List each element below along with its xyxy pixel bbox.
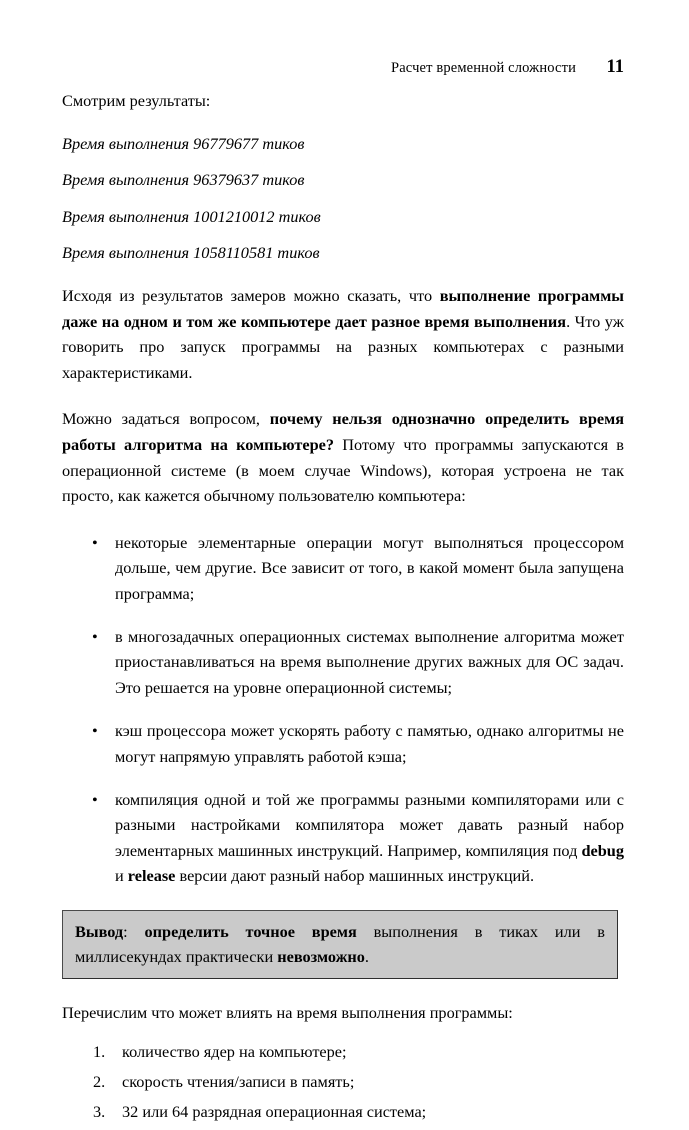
bullet-icon: •	[92, 626, 98, 646]
running-head	[62, 57, 624, 79]
paragraph-emphasis: выполнение программы даже на одном и том же компьютере дает разное время выполнения	[62, 285, 624, 331]
list-item	[62, 624, 624, 700]
spacer	[62, 266, 624, 283]
paragraph-text: Можно задаться вопросом,	[62, 409, 270, 429]
conclusion-callout	[62, 910, 618, 979]
list-item-marker: 2.	[93, 1072, 106, 1091]
spacer	[62, 509, 624, 530]
callout-text: :	[123, 921, 145, 941]
list-item-text: и	[115, 866, 128, 886]
spacer	[62, 114, 624, 131]
list-item-text: скорость чтения/записи в память;	[122, 1072, 355, 1091]
list-item-text: компиляция одной и той же программы разными компиляторами или с разными настройками компилятора может давать разный набор элементарных машинных инструкций. Например, компиляция под	[115, 789, 624, 860]
closing-lead-paragraph: Перечислим что может влиять на время выполнения программы:	[62, 1003, 513, 1022]
list-item-text: некоторые элементарные операции могут выполняться процессором дольше, чем другие. Все зависит от того, в какой момент была запущена программа;	[115, 532, 624, 603]
bullet-icon: •	[92, 532, 98, 552]
list-item	[62, 1069, 624, 1094]
paragraph-question	[62, 406, 624, 508]
list-item	[62, 530, 624, 606]
list-item	[62, 787, 624, 889]
callout-emphasis: определить точное время	[144, 921, 357, 941]
list-item-text: 32 или 64 разрядная операционная система;	[122, 1102, 427, 1122]
list-item	[62, 718, 624, 769]
spacer	[62, 889, 624, 910]
list-item	[62, 1099, 624, 1124]
reasons-bullet-list	[62, 530, 624, 889]
spacer	[62, 385, 624, 406]
running-head-title: Расчет временной сложности	[390, 60, 576, 76]
factors-numbered-list	[62, 1039, 624, 1125]
list-item-marker: 1.	[93, 1041, 106, 1061]
spacer	[62, 979, 624, 1000]
list-item-term: debug	[581, 840, 624, 860]
list-item-term: release	[127, 866, 176, 886]
spacer	[62, 1026, 624, 1039]
callout-emphasis: невозможно	[277, 946, 365, 966]
paragraph-text: . Что уж говорить про запуск программы на разных компьютерах с разными характеристиками.	[62, 311, 624, 382]
output-line: Время выполнения 1058110581 тиков	[62, 243, 320, 263]
paragraph-emphasis: почему нельзя однозначно определить время работы алгоритма на компьютере?	[62, 409, 624, 454]
bullet-icon: •	[92, 721, 98, 741]
callout-text: .	[364, 946, 369, 966]
callout-label: Вывод	[75, 921, 124, 941]
output-line: Время выполнения 96379637 тиков	[62, 170, 305, 190]
callout-text: выполнения в тиках или в миллисекундах практически	[75, 921, 605, 966]
paragraph-text: Исходя из результатов замеров можно сказать, что	[62, 285, 440, 305]
list-item	[62, 1039, 624, 1064]
output-line: Время выполнения 96779677 тиков	[62, 133, 305, 153]
list-item-text: версии дают разный набор машинных инструкций.	[175, 866, 535, 886]
paragraph-measurements	[62, 283, 624, 385]
paragraph-text: Потому что программы запускаются в операционной системе (в моем случае Windows), которая устроена не так просто, как кажется обычному пользователю компьютера:	[62, 434, 624, 506]
bullet-icon: •	[92, 789, 98, 809]
list-item-text: количество ядер на компьютере;	[122, 1041, 347, 1061]
program-output-block	[62, 131, 624, 266]
list-item-marker: 3.	[93, 1102, 106, 1122]
lead-paragraph: Смотрим результаты:	[62, 91, 211, 110]
list-item-text: в многозадачных операционных системах выполнение алгоритма может приостанавливаться на время выполнение других важных для ОС задач. Это решается на уровне операционной системы;	[115, 626, 624, 697]
output-line: Время выполнения 1001210012 тиков	[62, 206, 321, 226]
page-number: 11	[606, 57, 624, 77]
list-item-text: кэш процессора может ускорять работу с памятью, однако алгоритмы не могут напрямую управлять работой кэша;	[115, 721, 624, 766]
text-column	[62, 88, 624, 1130]
